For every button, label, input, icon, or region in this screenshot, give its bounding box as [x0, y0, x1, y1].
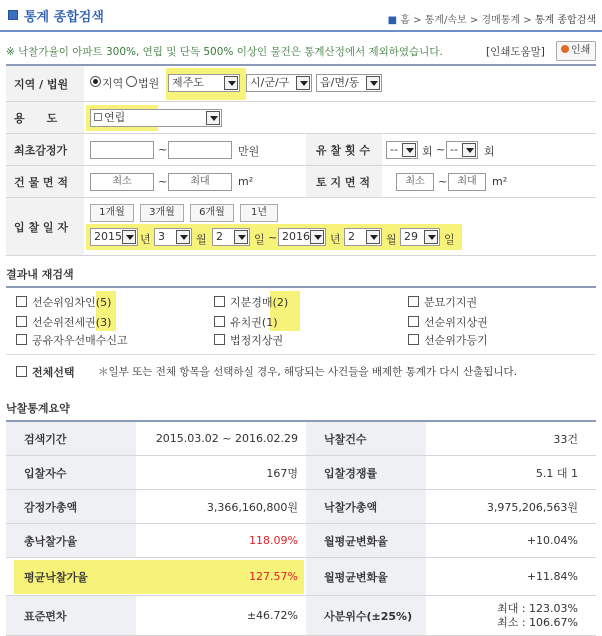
- summary-row: [6, 558, 596, 596]
- failed-bids-label: 유 찰 횟 수: [306, 134, 382, 165]
- failed-from-select[interactable]: [386, 141, 418, 159]
- usage-row: [6, 102, 596, 134]
- land-area-label: 토 지 면 적: [306, 166, 382, 197]
- summary-value: +11.84%: [526, 570, 578, 583]
- summary-value: 2015.03.02 ~ 2016.02.29: [155, 432, 298, 445]
- summary-label: 평균낙찰가율: [24, 570, 88, 584]
- region-row: [6, 66, 596, 102]
- research-item-grave-right: 분묘기지권: [424, 296, 478, 309]
- checkbox-lien[interactable]: [214, 316, 225, 327]
- chevron-down-icon: [462, 143, 476, 157]
- province-select[interactable]: [168, 74, 240, 92]
- summary-row: [6, 524, 596, 558]
- to-month-value: 2: [348, 230, 355, 243]
- research-box: [6, 286, 596, 382]
- summary-value: 3,975,206,563원: [486, 500, 578, 514]
- research-item-share-auction: 지분경매(2): [230, 296, 289, 309]
- chevron-down-icon: [206, 111, 220, 125]
- research-title: 결과내 재검색: [6, 268, 74, 281]
- research-item-lien: 유치권(1): [230, 316, 278, 329]
- region-label: 지역 / 법원: [6, 66, 84, 101]
- period-1m-button[interactable]: 1개월: [90, 204, 134, 222]
- chevron-down-icon: [234, 230, 248, 244]
- summary-value-avg-rate: 127.57%: [249, 570, 298, 583]
- land-area-unit: m²: [492, 175, 508, 188]
- chevron-down-icon: [424, 230, 438, 244]
- land-area-min[interactable]: 최소: [396, 173, 434, 191]
- province-value: 제주도: [172, 76, 204, 89]
- tilde-sep: ~: [438, 175, 448, 188]
- tilde-sep: ~: [158, 143, 168, 156]
- checkbox-senior-provisional[interactable]: [408, 334, 419, 345]
- summary-row: [6, 422, 596, 456]
- appraisal-min-input[interactable]: [90, 141, 154, 159]
- chevron-down-icon: [176, 230, 190, 244]
- research-item-senior-lease: 선순위전세권(3): [32, 316, 112, 329]
- search-form: [6, 64, 596, 256]
- land-area-max[interactable]: 최대: [448, 173, 486, 191]
- grid-icon: [94, 113, 102, 121]
- failed-to-value: --: [450, 143, 458, 156]
- from-day-select[interactable]: [212, 228, 250, 246]
- building-area-min[interactable]: 최소: [90, 173, 154, 191]
- usage-value: 연립: [104, 111, 126, 124]
- research-item-co-owner: 공유자우선매수신고: [32, 334, 128, 347]
- research-item-senior-surface: 선순위지상권: [424, 316, 488, 329]
- to-month-select[interactable]: [344, 228, 382, 246]
- year-unit: 년: [140, 233, 151, 246]
- tilde-sep: ~: [268, 231, 278, 244]
- checkbox-legal-surface[interactable]: [214, 334, 225, 345]
- chevron-down-icon: [402, 143, 416, 157]
- building-area-max[interactable]: 최대: [168, 173, 232, 191]
- area-row: [6, 166, 596, 198]
- usage-select[interactable]: [90, 109, 222, 127]
- tilde-sep: ~: [158, 175, 168, 188]
- print-button-label: 인쇄: [571, 45, 591, 56]
- breadcrumb: ■ 홈 > 통계/속보 > 경매통계 > 통계 종합검색: [387, 15, 596, 26]
- from-day-value: 2: [216, 230, 223, 243]
- summary-label: 감정가총액: [6, 490, 136, 523]
- min-appraisal-label: 최초감정가: [6, 134, 84, 165]
- town-value: 읍/면/동: [320, 76, 360, 89]
- chevron-down-icon: [366, 230, 380, 244]
- radio-court-label: 법원: [138, 77, 160, 90]
- summary-value: 33건: [553, 432, 578, 446]
- chevron-down-icon: [310, 230, 324, 244]
- appraisal-max-input[interactable]: [168, 141, 232, 159]
- page-title: 통계 종합검색: [24, 10, 104, 25]
- from-month-select[interactable]: [154, 228, 192, 246]
- year-unit: 년: [330, 233, 341, 246]
- summary-row: [6, 456, 596, 490]
- summary-value: ±46.72%: [246, 609, 298, 622]
- period-6m-button[interactable]: 6개월: [190, 204, 234, 222]
- month-unit: 월: [196, 233, 207, 246]
- radio-region-label: 지역: [102, 77, 124, 90]
- month-unit: 월: [386, 233, 397, 246]
- research-divider: [6, 354, 596, 355]
- select-all-label: 전체선택: [32, 366, 75, 379]
- radio-court[interactable]: [126, 76, 137, 87]
- to-year-select[interactable]: [278, 228, 326, 246]
- failed-to-select[interactable]: [446, 141, 478, 159]
- city-select[interactable]: [246, 74, 312, 92]
- from-year-select[interactable]: [90, 228, 138, 246]
- breadcrumb-item-stats[interactable]: 통계/속보: [424, 15, 467, 26]
- checkbox-senior-lease[interactable]: [16, 316, 27, 327]
- summary-value: 167명: [266, 466, 298, 480]
- failed-from-value: --: [390, 143, 398, 156]
- failed-unit-2: 회: [484, 145, 495, 158]
- summary-label: 검색기간: [6, 422, 136, 455]
- home-icon: ■: [387, 15, 398, 26]
- research-item-senior-tenant: 선순위임차인(5): [32, 296, 112, 309]
- quartile-min: 최소 : 106.67%: [497, 615, 578, 629]
- bid-date-label: 입 찰 일 자: [6, 198, 84, 255]
- print-button[interactable]: [556, 41, 596, 61]
- summary-value: +10.04%: [526, 534, 578, 547]
- summary-label: 입찰자수: [6, 456, 136, 489]
- chevron-down-icon: [296, 76, 310, 90]
- notice-text: ※ 낙찰가율이 아파트 300%, 연립 및 단독 500% 이상인 물건은 통계산정에서 제외하였습니다.: [6, 46, 443, 58]
- checkbox-senior-tenant[interactable]: [16, 296, 27, 307]
- print-help-link[interactable]: [인쇄도움말]: [486, 46, 545, 58]
- chevron-down-icon: [122, 230, 136, 244]
- from-year-value: 2015: [94, 230, 122, 243]
- checkbox-senior-surface[interactable]: [408, 316, 419, 327]
- day-unit: 일: [444, 233, 455, 246]
- checkbox-grave-right[interactable]: [408, 296, 419, 307]
- building-area-unit: m²: [238, 175, 254, 188]
- usage-label: 용 도: [6, 102, 84, 133]
- research-item-senior-provisional: 선순위가등기: [424, 334, 488, 347]
- breadcrumb-item-home[interactable]: 홈: [400, 15, 410, 26]
- checkbox-select-all[interactable]: [16, 366, 27, 377]
- summary-label: 낙찰가총액: [306, 490, 426, 523]
- to-year-value: 2016: [282, 230, 310, 243]
- summary-row: [6, 596, 596, 636]
- summary-label: 월평균변화율: [306, 524, 426, 557]
- header-divider: [0, 30, 602, 32]
- radio-region[interactable]: [90, 76, 101, 87]
- summary-label: 총낙찰가율: [6, 524, 136, 557]
- quartile-max: 최대 : 123.03%: [497, 601, 578, 615]
- period-3m-button[interactable]: 3개월: [140, 204, 184, 222]
- select-all-note: ＊일부 또는 전체 항목을 선택하실 경우, 해당되는 사건들을 배제한 통계가 다시 산출됩니다.: [98, 366, 518, 378]
- from-month-value: 3: [158, 230, 165, 243]
- summary-label: 낙찰건수: [306, 422, 426, 455]
- bid-date-row: [6, 198, 596, 256]
- section-icon: [8, 10, 18, 20]
- building-area-label: 건 물 면 적: [6, 166, 84, 197]
- summary-value: 5.1 대 1: [535, 466, 578, 480]
- checkbox-co-owner[interactable]: [16, 334, 27, 345]
- summary-value: 3,366,160,800원: [206, 500, 298, 514]
- breadcrumb-item-current: 통계 종합검색: [534, 15, 596, 26]
- summary-table: [6, 420, 596, 629]
- town-select[interactable]: [316, 74, 382, 92]
- to-day-value: 29: [404, 230, 418, 243]
- appraisal-row: [6, 134, 596, 166]
- period-1y-button[interactable]: 1년: [240, 204, 278, 222]
- summary-value-quartile: [426, 596, 578, 635]
- failed-unit-1: 회: [422, 145, 433, 158]
- chevron-down-icon: [366, 76, 380, 90]
- to-day-select[interactable]: [400, 228, 440, 246]
- summary-label: 표준편차: [6, 596, 136, 635]
- summary-label: 사분위수(±25%): [306, 596, 426, 635]
- summary-label: 월평균변화율: [306, 558, 426, 595]
- breadcrumb-item-auction-stats[interactable]: 경매통계: [481, 15, 521, 26]
- printer-icon: [561, 45, 569, 53]
- summary-label: 입찰경쟁률: [306, 456, 426, 489]
- day-unit: 일: [254, 233, 265, 246]
- research-item-legal-surface: 법정지상권: [230, 334, 284, 347]
- city-value: 시/군/구: [250, 76, 290, 89]
- summary-value-total-rate: 118.09%: [249, 534, 298, 547]
- tilde-sep: ~: [436, 143, 446, 156]
- chevron-down-icon: [224, 76, 238, 90]
- checkbox-share-auction[interactable]: [214, 296, 225, 307]
- summary-title: 낙찰통계요약: [6, 402, 70, 415]
- summary-row: [6, 490, 596, 524]
- appraisal-unit: 만원: [238, 145, 260, 158]
